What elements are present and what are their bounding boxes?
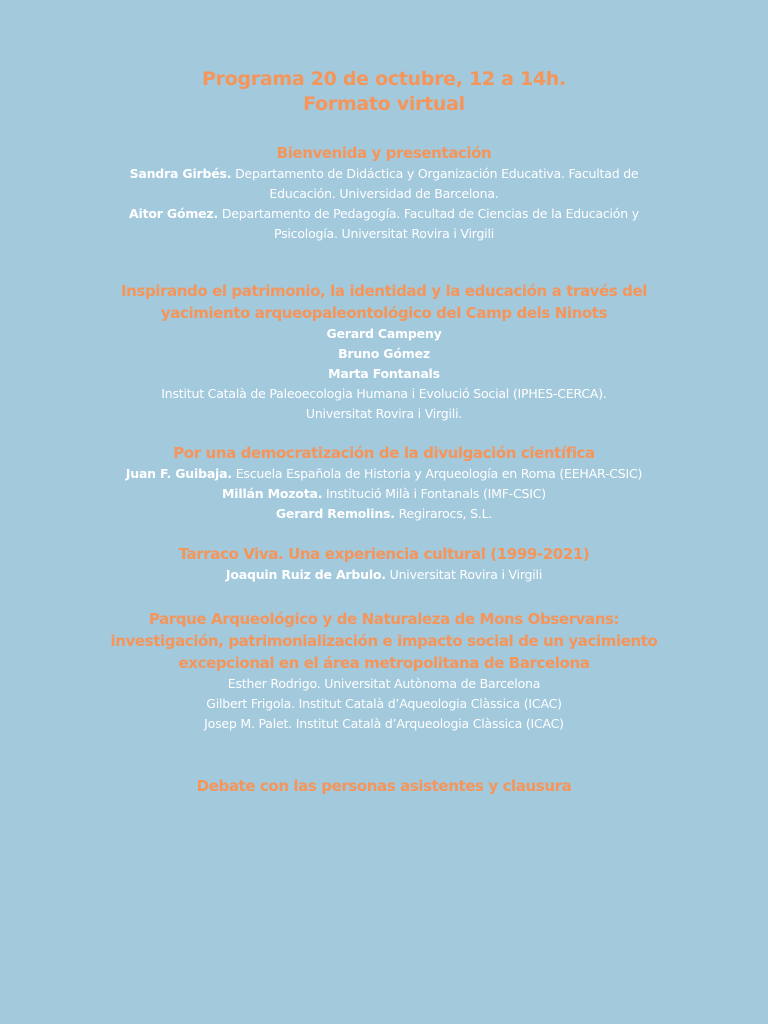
speaker-affiliation: Escuela Española de Historia y Arqueología en Roma (EEHAR-CSIC)	[231, 466, 643, 481]
speaker-line	[0, 694, 768, 714]
speaker-affiliation: Gilbert Frigola. Institut Català d’Aqueologia Clàssica (ICAC)	[206, 696, 562, 711]
speaker-affiliation: Regirarocs, S.L.	[394, 506, 493, 521]
speaker-line	[0, 184, 768, 204]
speaker-line	[0, 484, 768, 504]
speaker-name: Aitor Gómez.	[129, 206, 219, 221]
speaker-name: Millán Mozota.	[222, 486, 323, 501]
speaker-name: Juan F. Guibaja.	[125, 466, 232, 481]
section-tarraco-viva	[0, 543, 768, 585]
speaker-line	[0, 464, 768, 484]
speaker-line	[0, 504, 768, 524]
section-heading: yacimiento arqueopaleontológico del Camp dels Ninots	[160, 304, 608, 322]
speaker-line	[0, 224, 768, 244]
section-heading: Tarraco Viva. Una experiencia cultural (1999-2021)	[178, 545, 590, 563]
speaker-line	[0, 674, 768, 694]
section-camp-dels-ninots	[0, 280, 768, 424]
speaker-name: Marta Fontanals	[328, 366, 440, 381]
speaker-affiliation: Departamento de Pedagogía. Facultad de Ciencias de la Educación y	[218, 206, 639, 221]
section-heading: Bienvenida y presentación	[276, 144, 492, 162]
speaker-affiliation: Esther Rodrigo. Universitat Autònoma de Barcelona	[227, 676, 541, 691]
speaker-name: Gerard Campeny	[326, 326, 442, 341]
speaker-affiliation-line	[0, 384, 768, 404]
speaker-affiliation: Departamento de Didáctica y Organización Educativa. Facultad de	[231, 166, 639, 181]
speaker-line	[0, 364, 768, 384]
section-heading: Inspirando el patrimonio, la identidad y la educación a través del	[120, 282, 648, 300]
speaker-affiliation: Psicología. Universitat Rovira i Virgili	[273, 226, 495, 241]
section-heading: excepcional en el área metropolitana de Barcelona	[178, 654, 590, 672]
speaker-line	[0, 714, 768, 734]
speaker-line	[0, 324, 768, 344]
section-mons-observans	[0, 608, 768, 734]
speaker-name: Sandra Girbés.	[129, 166, 232, 181]
title-line-2: Formato virtual	[303, 93, 465, 115]
speaker-name: Joaquin Ruiz de Arbulo.	[225, 567, 386, 582]
speaker-affiliation: Institut Català de Paleoecologia Humana i Evolució Social (IPHES-CERCA).	[161, 386, 607, 401]
section-heading: Debate con las personas asistentes y clausura	[196, 777, 572, 795]
program-title	[0, 67, 768, 117]
section-welcome	[0, 142, 768, 244]
speaker-affiliation: Universitat Rovira i Virgili.	[305, 406, 463, 421]
section-heading: investigación, patrimonialización e impacto social de un yacimiento	[110, 632, 658, 650]
section-divulgacion	[0, 442, 768, 524]
title-line-1: Programa 20 de octubre, 12 a 14h.	[202, 68, 566, 90]
speaker-line	[0, 204, 768, 224]
section-heading: Por una democratización de la divulgación científica	[173, 444, 595, 462]
speaker-affiliation: Universitat Rovira i Virgili	[385, 567, 543, 582]
speaker-affiliation: Institució Milà i Fontanals (IMF-CSIC)	[322, 486, 546, 501]
speaker-affiliation: Josep M. Palet. Institut Català d’Arqueologia Clàssica (ICAC)	[204, 716, 564, 731]
speaker-affiliation-line	[0, 404, 768, 424]
speaker-affiliation: Educación. Universidad de Barcelona.	[269, 186, 499, 201]
section-heading: Parque Arqueológico y de Naturaleza de Mons Observans:	[148, 610, 620, 628]
speaker-line	[0, 164, 768, 184]
speaker-name: Bruno Gómez	[338, 346, 430, 361]
speaker-name: Gerard Remolins.	[275, 506, 395, 521]
speaker-line	[0, 565, 768, 585]
speaker-line	[0, 344, 768, 364]
section-closing	[0, 775, 768, 797]
